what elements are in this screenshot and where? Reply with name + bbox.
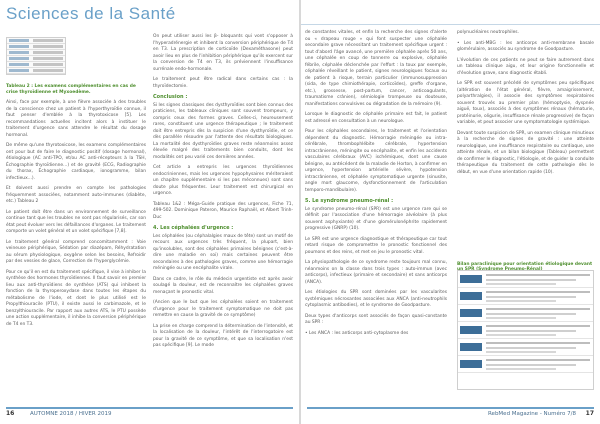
paragraph: Dans ce cadre, le rôle du médecin urgentiste est après avoir soulagé la douleur, est de reconnaître les céphalées graves menaçant le pronostic vital. bbox=[153, 276, 293, 295]
paragraph: L'évolution de ces patients ne peut se faire autrement dans un tableau clinique aigu, et leur origine fonctionnelle et d'évolution grave, sans diagnostic établi. bbox=[457, 57, 594, 76]
paragraph: La prise en charge comprend la détermination de l'intensité, et la localisation de la douleur, l'intérêt de l'interrogatoire est pour la gravité de ce symptôme, et que sa localisation n'est pas spécifique [9]. Le mode bbox=[153, 323, 293, 348]
paragraph: Les étiologies du SPR sont dominées par les vascularites systémiques nécrosantes associées aux ANCA (anti-neutrophils cytoplasmic antibodies), et le syndrome de Goodpasture. bbox=[305, 290, 447, 308]
table-row bbox=[458, 322, 593, 339]
table-row bbox=[458, 271, 593, 288]
thyroid-exams-table-image bbox=[6, 37, 66, 75]
left-page-footer bbox=[6, 407, 293, 419]
paragraph: polynucléaires neutrophiles. bbox=[457, 30, 519, 35]
paragraph: • Les ANCA : les anticorps anti-cytoplasme des bbox=[305, 330, 409, 336]
paragraph: de constantes vitales, et enfin la recherche des signes d'alerte ou « drapeau rouge » qui font suspecter une céphalée secondaire grave nécessitant un traitement spécifique urgent : tout d'abord l'âge avancé, une première céphalée après 50 ans, une céphalée en coup de tonnerre ou explosive, céphalée fébrile, céphalée déclenchée par l'effort : la toux par exemple, céphalée réveillant le patient, signes neurologiques focaux ou de patient à risque, terrain particulier (immunosuppression (sida, de type chimiothérapie, corticoïdes), greffe d'organe, etc.), grossesse, post-partum, cancer, anticoagulants, traumatisme crânien), sémiologie trompeuse ou douteuse, manifestations convulsives ou dégradation de la mémoire (9). bbox=[305, 30, 447, 107]
paragraph: Deux types d'anticorps sont associés de façon quasi-constante au SPR : bbox=[305, 313, 447, 325]
header-rule bbox=[301, 24, 600, 25]
table-caption: Bilan paraclinique pour orientation étiologique devant bbox=[457, 262, 593, 267]
paragraph: Pour ce qu'il en est du traitement spécifique, il vise à inhiber la synthèse des hormones thyroïdiennes. Il faut savoir en premier lieu aux anti-thyroïdiens de synthèse (ATS) qui inhibent la fonction de la thyroperoxydase dans toutes les étapes du métabolisme de l'iode, et dont le plus utilisé est le Propylthiouracile (PTU), il existe aussi le carbimazole, et le benzylthiouracile. Par rapport aux autres ATS, le PTU possède une action supplémentaire, il inhibe la conversion périphérique de T4 en T3. bbox=[6, 269, 146, 327]
table-row bbox=[458, 305, 593, 322]
paragraph: Le SPR est une urgence diagnostique et thérapeutique car tout retard risque de compromettre le pronostic fonctionnel des poumons et des reins, et met en jeu le pronostic vital. bbox=[305, 236, 447, 255]
section-heading: 4. Les céphalées d'urgence : bbox=[153, 225, 234, 231]
section-heading: 5. Le syndrome pneumo-rénal : bbox=[305, 198, 394, 204]
paragraph: (Ancien que le but que les céphalées soient en traitement d'urgence pour le traitement symptomatique ne doit pas remettre en cause la gravité de ce symptôme) bbox=[153, 300, 293, 318]
paragraph: Pour les céphalées secondaires, le traitement et l'orientation dépendent du diagnostic. Hémorragie méningée ou intra-cérébrale, thrombophlébite cérébrale, hypertension intracrânienne, méningite ou encéphalite, et enfin les accidents vasculaires cérébraux (AVC) ischémiques, dont une cause bénigne, ou antécédent de la maladie de Horton, à confirmer en urgence, hypertension artérielle sévère, hypotension intracrânienne, et céphalée symptomatique urgente (sinusite, angle mort glaucome, dysfonctionnement de l'articulation temporo-mandibulaire). bbox=[305, 129, 447, 193]
paragraph: Le syndrome pneumo-rénal (SPR) est une urgence rare qui se définit par l'association d'une hémorragie alvéolaire (à plus souvent asphyxiante) et d'une glomérulonéphrite rapidement progressive (GNRP) (10). bbox=[305, 206, 447, 231]
paragraph: Les céphalées (ou céphalalgies maux de tête) sont un motif de recours aux urgences très fréquent, la plupart, bien qu'insolubles, sont des céphalées primaires bénignes (c'est-à-dire une maladie en soi) mais certaines peuvent être secondaires à des pathologies graves, comme une hémorragie méningée ou une encéphalite virale. bbox=[153, 233, 293, 271]
paragraph: Le traitement général comprend concomitamment : Voie veineuse périphérique, Sédation par diazépam, Réhydratation au sérum physiologique, oxygène selon les besoins, Refroidir par des vessies de glace, Correction de l'hyperglycémie. bbox=[6, 239, 146, 264]
paragraph: Le patient doit être dans un environnement de surveillance continue tant que les troubles ne sont pas régularisés, car son état peut évoluer vers les défaillances d'organes. Le traitement comporte un volet général et un volet spécifique [7,8]. bbox=[6, 209, 146, 234]
paragraph: Ainsi, face par exemple, à une fièvre associée à des troubles de la conscience chez un patient à l'hyperthyroïdie connue, il faut penser d'emblée à la thyrotoxicose [5]. Les recommandations actuelles incitent alors à instituer le traitement d'urgence sans attendre le résultat du dosage hormonal. bbox=[6, 100, 146, 138]
right-page-footer bbox=[307, 407, 594, 419]
reference-note: Tableau 1&2 : Méga-Guide pratique des urgences, Fiche 71, 499-502. Dominique Pateron, Maurice Raphaël, et Albert Trinh-Duc bbox=[153, 201, 293, 220]
right-page-column-1 bbox=[305, 30, 447, 341]
paragraph: Et doivent aussi prendre en compte les pathologies fréquemment associées, notamment auto-immunes (diabète, etc.) Tableau 2 bbox=[6, 186, 146, 204]
section-title: Sciences de la Santé bbox=[6, 4, 176, 23]
left-page-column-2 bbox=[153, 34, 293, 354]
paragraph: Cet article a entrepris les urgences thyroïdiennes endocriniennes, mais les urgences hypophysaires mériteraient un chapitre supplémentaire si les pas méconnues) sont sans doute plus fréquentes. Leur traitement est chirurgical en urgence. bbox=[153, 165, 293, 196]
paragraph: On peut utiliser aussi les β- bloquants qui vont s'opposer à l'hyperadrénergie et inhibent la conversion périphérique de T4 en T3. La prescription de corticoïde (Dexaméthasone) peut avoir lieu en plus de l'inhibition périphérique qu'ils exercent sur la conversion de T4 en T3, ils préviennent l'insuffisance surrénale endo-hormonale. bbox=[153, 34, 293, 72]
right-page bbox=[301, 0, 600, 424]
spr-workup-table-image bbox=[457, 270, 594, 390]
table-row bbox=[458, 356, 593, 373]
magazine-issue: RebMed Magazine - Numéro 7/8 bbox=[487, 411, 576, 417]
paragraph: Le SPR est souvent précédé de symptômes peu spécifiques (altération de l'état général, fièvre, amaigrissement, polyarthralgies), il associe des symptômes respiratoires souvent trouvés au premier plan (hémoptysie, dyspnée aiguë, toux), associés à des symptômes rénaux (hématurie, protéinurie, oligurie, insuffisance rénale progressive) de façon variable, et peut associer une symptomatologie systémique. bbox=[457, 81, 594, 125]
paragraph: Devant toute suspicion de SPR, un examen clinique minutieux à la recherche de signes de gravité : une atteinte neurologique, une insuffisance respiratoire ou cardiaque, une atteinte rénale, et un bilan biologique (Tableau) permettent de confirmer le diagnostic, l'étiologie, et de guider la conduite thérapeutique du traitement de cette pathologie dès le début, en vue d'une orientation rapide (10). bbox=[457, 130, 594, 175]
page-number: 16 bbox=[6, 410, 15, 417]
section-heading: Conclusion : bbox=[153, 94, 188, 100]
page-number: 17 bbox=[585, 410, 594, 417]
page-header bbox=[0, 0, 299, 30]
paragraph: Le traitement peut être radical dans certains cas : la thyroïdectomie. bbox=[153, 77, 293, 89]
paragraph: Lorsque le diagnostic de céphalée primaire est fait, le patient est adressé en consultation à un neurologue. bbox=[305, 112, 447, 124]
left-page bbox=[0, 0, 299, 424]
left-page-column-1 bbox=[6, 100, 146, 332]
paragraph: La physiopathologie de ce syndrome reste toujours mal connu, néanmoins on la classe dans trois types : auto-immun (avec anticorps), infectieux (primaire et secondaire) et sans anticorps (ANCA). bbox=[305, 260, 447, 285]
table-row bbox=[458, 288, 593, 305]
magazine-issue: AUTOMNE 2018 / HIVER 2019 bbox=[30, 411, 112, 417]
right-page-column-2 bbox=[457, 30, 594, 180]
paragraph: • Les anti-MBG : les anticorps anti-membrane basale glomérulaire, associés au syndrome de Goodpasture. bbox=[457, 40, 594, 52]
table-row bbox=[458, 339, 593, 356]
figure-caption: Tableau 2 : Les examens complémentaires en cas de crise thyroïdienne et Myxoedème. bbox=[6, 84, 136, 95]
paragraph: Si les signes classiques des dysthyroïdies sont bien connus des praticiens, les tableaux cliniques sont souvent trompeurs, y compris ceux des formes graves. Celles-ci, heureusement rares, constituent une urgence thérapeutique ; le traitement doit être entrepris dès la suspicion d'une dysthyroïdie, et ce dès parallèle résoudre par l'attente des résultats biologiques. La mortalité des dysthyroïdies graves reste néanmoins assez élevée malgré des traitements bien conduits, dont les modalités ont peu varié ces dernières années. bbox=[153, 102, 293, 160]
paragraph: De même qu'une thyrotoxicose, les examens complémentaires ont pour but de faire le diagnostic positif (dosage hormonal), étiologique (AC anti-TPO, et/ou AC anti-récepteurs à la TSH, Échographie thyroïdienne...) et de gravité (ECG, Radiographie du thorax, Échographie cardiaque, ionogramme, bilan infectieux...). bbox=[6, 143, 146, 181]
